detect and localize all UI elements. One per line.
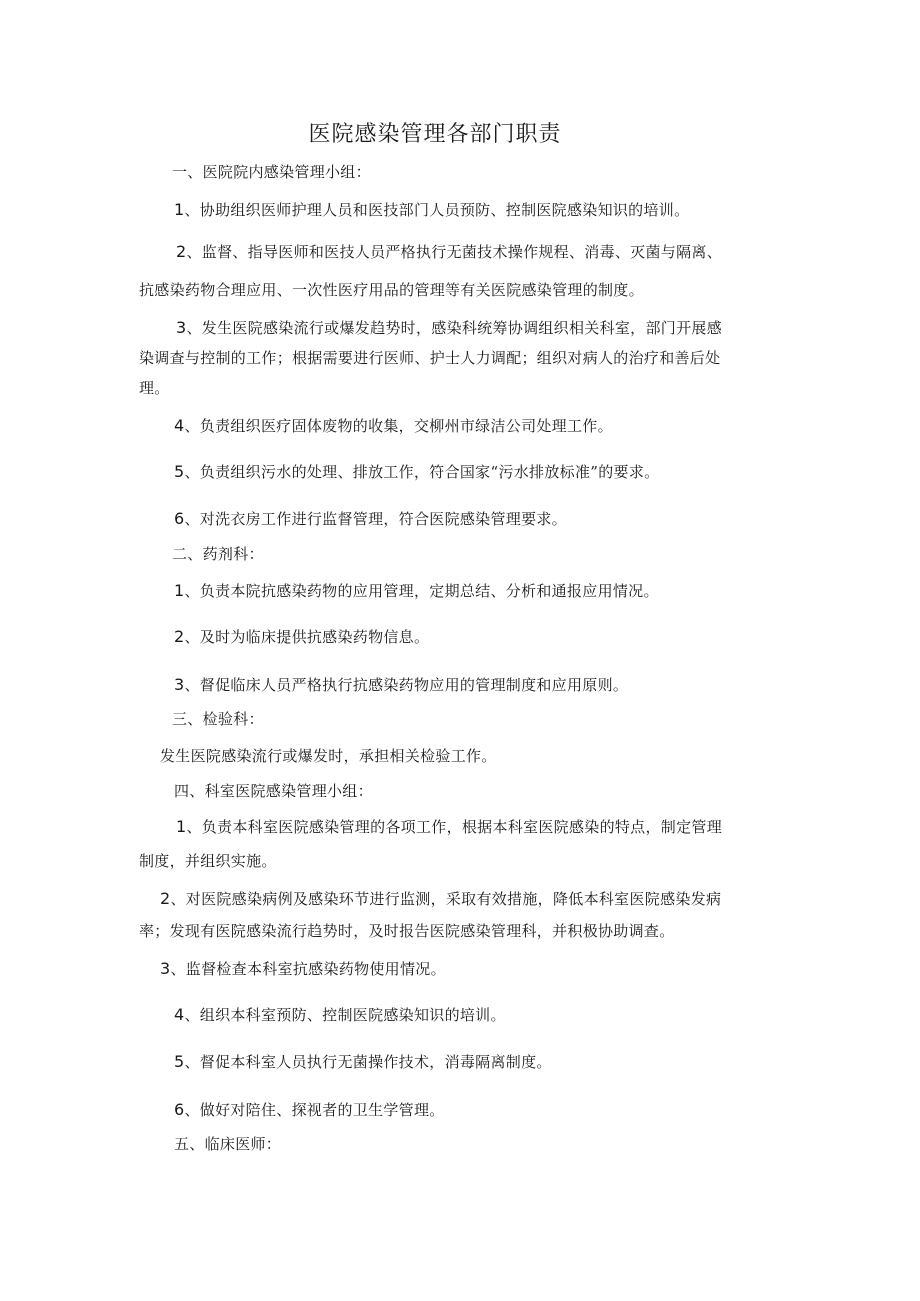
item-number: 2: [176, 242, 187, 261]
item-text: 、督促临床人员严格执行抗感染药物应用的管理制度和应用原则。: [184, 676, 629, 694]
list-item: [160, 888, 721, 910]
item-number: 2: [174, 627, 185, 646]
item-number: 4: [174, 416, 185, 435]
item-number: 3: [176, 318, 187, 337]
item-text: 、监督检查本科室抗感染药物使用情况。: [170, 960, 446, 978]
list-item: [176, 317, 722, 339]
item-text: 、做好对陪住、探视者的卫生学管理。: [184, 1101, 445, 1119]
section-heading-3: 三、检验科：: [172, 710, 264, 728]
item-text: 、负责本院抗感染药物的应用管理，定期总结、分析和通报应用情况。: [184, 582, 659, 600]
item-number: 1: [176, 817, 187, 836]
list-item: [174, 674, 628, 696]
item-continuation: 理。: [139, 379, 170, 397]
item-number: 6: [174, 1100, 185, 1119]
item-continuation: 染调查与控制的工作；根据需要进行医师、护士人力调配；组织对病人的治疗和善后处: [139, 349, 721, 367]
list-item: [174, 461, 659, 483]
item-text: 、负责组织医疗固体废物的收集，交柳州市绿洁公司处理工作。: [184, 417, 613, 435]
section-heading-2: 二、药剂科：: [172, 545, 264, 563]
item-number: 5: [174, 462, 185, 481]
item-text: 、对洗衣房工作进行监督管理，符合医院感染管理要求。: [184, 510, 567, 528]
item-text: 、协助组织医师护理人员和医技部门人员预防、控制医院感染知识的培训。: [184, 201, 690, 219]
item-text: 、督促本科室人员执行无菌操作技术，消毒隔离制度。: [184, 1053, 552, 1071]
section-heading-5: 五、临床医师：: [174, 1135, 282, 1153]
section-heading-4: 四、科室医院感染管理小组：: [174, 782, 373, 800]
list-item: [174, 415, 613, 437]
item-number: 6: [174, 509, 185, 528]
item-text: 、负责组织污水的处理、排放工作，符合国家“污水排放标准”的要求。: [184, 463, 660, 481]
item-number: 2: [160, 889, 171, 908]
item-text: 、组织本科室预防、控制医院感染知识的培训。: [184, 1006, 506, 1024]
list-item: [174, 508, 567, 530]
list-item: [174, 626, 429, 648]
list-item: [176, 241, 722, 263]
list-item: [174, 580, 659, 602]
list-item: [174, 1051, 552, 1073]
section-body: 发生医院感染流行或爆发时，承担相关检验工作。: [160, 747, 497, 765]
item-continuation: 制度，并组织实施。: [139, 852, 277, 870]
item-number: 4: [174, 1005, 185, 1024]
item-text: 、对医院感染病例及感染环节进行监测，采取有效措施，降低本科室医院感染发病: [170, 890, 722, 908]
item-continuation: 率；发现有医院感染流行趋势时，及时报告医院感染管理科，并积极协助调查。: [139, 922, 675, 940]
item-number: 1: [174, 200, 185, 219]
list-item: [174, 1099, 445, 1121]
list-item: [176, 816, 722, 838]
item-number: 5: [174, 1052, 185, 1071]
item-number: 3: [160, 959, 171, 978]
item-number: 1: [174, 581, 185, 600]
item-text: 、负责本科室医院感染管理的各项工作，根据本科室医院感染的特点，制定管理: [186, 818, 722, 836]
list-item: [174, 1004, 506, 1026]
item-text: 、及时为临床提供抗感染药物信息。: [184, 628, 430, 646]
list-item: [160, 958, 446, 980]
item-text: 、监督、指导医师和医技人员严格执行无菌技术操作规程、消毒、灭菌与隔离、: [186, 243, 722, 261]
document-title: 医院感染管理各部门职责: [308, 122, 562, 147]
item-number: 3: [174, 675, 185, 694]
list-item: [174, 199, 689, 221]
section-heading-1: 一、医院院内感染管理小组：: [172, 163, 371, 181]
item-continuation: 抗感染药物合理应用、一次性医疗用品的管理等有关医院感染管理的制度。: [139, 281, 644, 299]
item-text: 、发生医院感染流行或爆发趋势时，感染科统筹协调组织相关科室，部门开展感: [186, 319, 722, 337]
